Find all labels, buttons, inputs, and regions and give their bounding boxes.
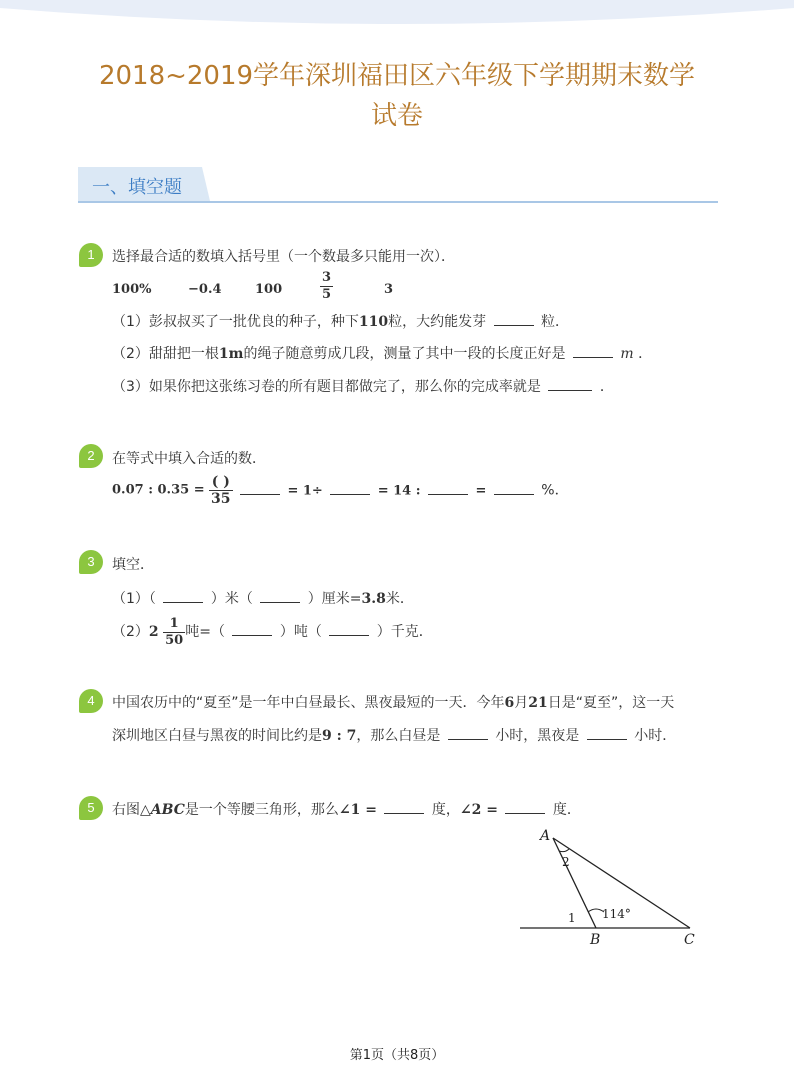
triangle-figure	[518, 826, 718, 950]
q4-ratio: 9 : 7	[322, 728, 357, 744]
q1-stem: 选择最合适的数填入括号里（一个数最多只能用一次）．	[112, 249, 455, 265]
q3-sub2-fraction-numerator: 1	[163, 616, 185, 633]
q1-sub3	[112, 377, 614, 397]
q3-sub1	[112, 589, 414, 609]
title-line-2: 试卷	[370, 101, 423, 131]
q5-b: 是一个等腰三角形，那么	[184, 802, 339, 818]
q1-sub3-blank[interactable]	[548, 379, 592, 391]
q4-day: 21	[528, 695, 548, 711]
angle2-label: 2	[562, 855, 570, 869]
q3-sub2-c: ）吨（	[279, 624, 322, 640]
q2-fraction	[209, 474, 232, 507]
question-number-5: 5	[79, 796, 103, 820]
q3-sub1-c: ）厘米=	[307, 591, 362, 607]
q1-sub2-blank[interactable]	[573, 346, 613, 358]
title-line-1: 2018~2019学年深圳福田区六年级下学期期末数学	[98, 61, 696, 91]
vertex-c-label: C	[684, 932, 695, 948]
choice-negative: −0.4	[188, 282, 222, 297]
angle1-label: 1	[568, 911, 576, 925]
q2-fraction-denominator: 35	[211, 491, 231, 507]
section-title: 一、填空题	[92, 177, 182, 198]
q2-eq2: = 14 :	[377, 483, 421, 499]
q3-sub2-d: ）千克．	[376, 624, 433, 640]
q2-blank-2[interactable]	[330, 483, 370, 495]
q5-triangle-name: △ABC	[140, 802, 185, 818]
choice-fraction-numerator: 3	[322, 270, 332, 285]
vertex-b-label: B	[590, 932, 601, 948]
choice-fraction	[320, 270, 333, 303]
q2-end: %．	[541, 482, 569, 499]
q4-line1-b: 月	[514, 695, 529, 711]
q4-blank-daytime[interactable]	[448, 728, 488, 740]
question-number-1: 1	[79, 243, 103, 267]
q5-c: 度，	[431, 802, 460, 818]
choice-3: 3	[384, 282, 394, 297]
q2-fraction-numerator[interactable]: ( )	[209, 474, 232, 491]
q1-sub2	[112, 344, 652, 364]
q5-blank-angle2[interactable]	[505, 802, 545, 814]
q1-sub1-num: 110	[358, 314, 389, 330]
q4-line2-a: 深圳地区白昼与黑夜的时间比约是	[112, 728, 322, 744]
q3-sub2-fraction	[163, 616, 185, 649]
q4-line-2	[112, 726, 676, 746]
q1-sub1-text: （1）彭叔叔买了一批优良的种子，种下	[112, 314, 359, 330]
q3-sub2-blank-2[interactable]	[329, 624, 369, 636]
q1-sub1-end: 粒．	[541, 314, 570, 330]
q2-blank-4[interactable]	[494, 483, 534, 495]
q3-stem: 填空．	[112, 557, 154, 573]
q5-blank-angle1[interactable]	[384, 802, 424, 814]
q3-sub1-blank-2[interactable]	[260, 591, 300, 603]
q2-lhs: 0.07 : 0.35 =	[112, 482, 205, 498]
q1-sub1	[112, 312, 569, 332]
q4-month: 6	[504, 695, 515, 711]
q4-line2-d: 小时．	[634, 728, 677, 744]
angle-value-label: 114°	[602, 907, 631, 921]
q5-a: 右图	[112, 802, 140, 818]
q5-angle2-label: ∠2 =	[459, 802, 498, 818]
q3-sub2-blank-1[interactable]	[232, 624, 272, 636]
q4-line-1	[112, 693, 674, 713]
q1-sub2-num: 1m	[218, 346, 244, 362]
q1-sub3-end: ．	[599, 379, 614, 395]
q5-d: 度．	[552, 802, 581, 818]
q2-blank-3[interactable]	[428, 483, 468, 495]
q1-sub1-rest: 粒，大约能发芽	[388, 314, 487, 330]
q3-sub1-b: ）米（	[210, 591, 253, 607]
choice-fraction-denominator: 5	[322, 287, 332, 302]
q2-equation	[112, 474, 569, 514]
page-title	[0, 56, 794, 136]
vertex-a-label: A	[540, 828, 551, 844]
q2-stem: 在等式中填入合适的数．	[112, 451, 266, 467]
q3-sub2-a: （2）	[112, 624, 149, 640]
q3-sub2-b: 吨=（	[185, 624, 225, 640]
header-decoration	[0, 0, 794, 40]
q4-line2-c: 小时，黑夜是	[495, 728, 580, 744]
q2-blank-1[interactable]	[240, 483, 280, 495]
choice-100-percent: 100%	[112, 282, 152, 297]
section-header	[78, 165, 718, 205]
q3-sub1-value: 3.8	[361, 591, 386, 607]
q2-eq3: =	[475, 483, 487, 499]
q3-sub2-whole: 2	[148, 624, 159, 640]
choice-100: 100	[255, 282, 283, 297]
q1-sub3-text: （3）如果你把这张练习卷的所有题目都做完了，那么你的完成率就是	[112, 379, 541, 395]
q1-choices	[112, 270, 412, 312]
question-number-2: 2	[79, 444, 103, 468]
q5-angle1-label: ∠1 =	[338, 802, 377, 818]
q3-sub1-blank-1[interactable]	[163, 591, 203, 603]
q1-sub2-text: （2）甜甜把一根	[112, 346, 219, 362]
q5-stem	[112, 800, 581, 820]
q4-line2-b: ，那么白昼是	[356, 728, 441, 744]
q3-sub1-d: 米．	[385, 591, 414, 607]
q4-line1-a: 中国农历中的“夏至”是一年中白昼最长、黑夜最短的一天．今年	[112, 695, 505, 711]
q4-blank-night[interactable]	[587, 728, 627, 740]
angle2-arc	[559, 849, 569, 852]
q1-sub1-blank[interactable]	[494, 314, 534, 326]
question-number-4: 4	[79, 689, 103, 713]
q1-sub2-unit: m	[620, 346, 634, 362]
q3-sub1-a: （1）（	[112, 591, 156, 607]
page-footer: 第1页（共8页）	[349, 1048, 445, 1063]
q4-line1-c: 日是“夏至”，这一天	[547, 695, 675, 711]
question-number-3: 3	[79, 550, 103, 574]
q2-eq1: = 1÷	[287, 483, 323, 499]
q3-sub2	[112, 614, 433, 650]
q1-sub2-end: ．	[638, 346, 653, 362]
q3-sub2-fraction-denominator: 50	[165, 632, 184, 648]
q1-sub2-rest: 的绳子随意剪成几段，测量了其中一段的长度正好是	[243, 346, 566, 362]
